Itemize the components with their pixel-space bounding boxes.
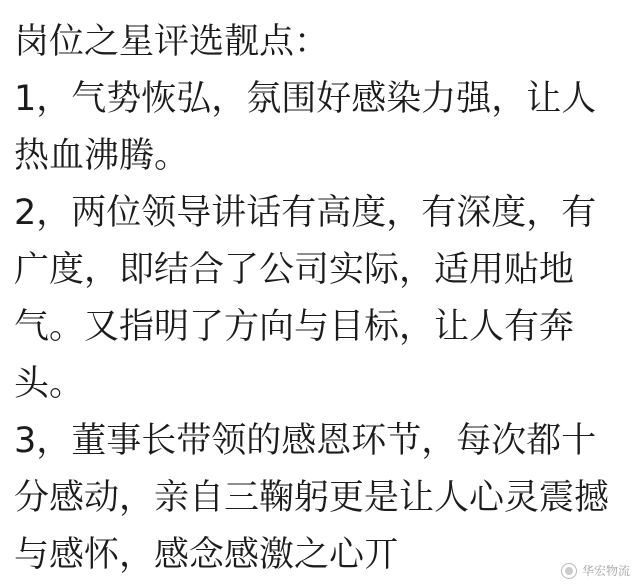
- paragraph-title: 岗位之星评选靓点：: [14, 22, 330, 62]
- paragraph-item-1: 1，气势恢弘，氛围好感染力强，让人热血沸腾。: [14, 79, 597, 176]
- watermark-label: 华宏物流: [581, 564, 630, 578]
- watermark: [561, 562, 630, 579]
- document-text-body: [14, 14, 626, 584]
- paragraph-item-2: 2，两位领导讲话有高度，有深度，有广度，即结合了公司实际，适用贴地气。又指明了方向与目标，让人有奔头。: [14, 193, 597, 404]
- paragraph-item-3: 3，董事长带领的感恩环节，每次都十分感动，亲自三鞠躬更是让人心灵震撼与感怀，感念感激之心丌: [14, 421, 610, 575]
- circle-logo-icon: [561, 563, 577, 579]
